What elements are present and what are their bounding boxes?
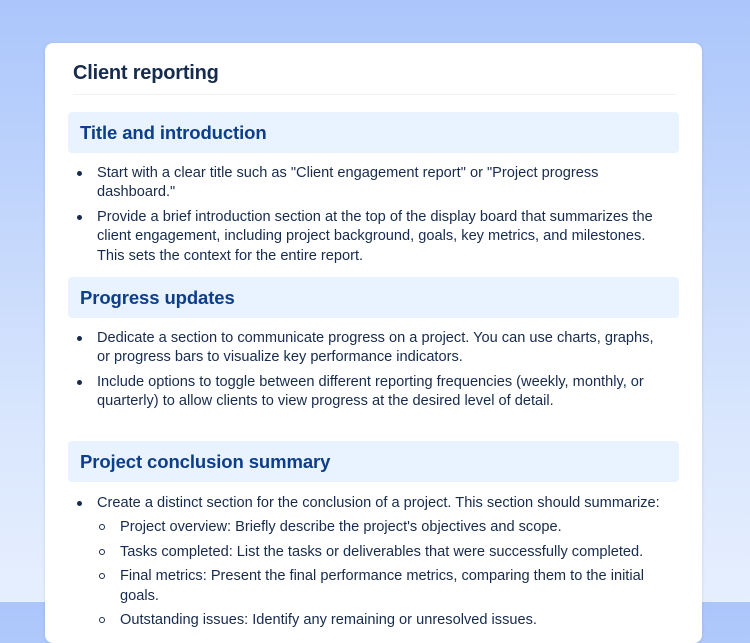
page-title: Client reporting — [73, 62, 219, 84]
list-item — [97, 494, 669, 630]
section-heading: Title and introduction — [80, 121, 267, 143]
bullet-list-project-conclusion-summary — [97, 494, 669, 635]
sub-list-item: Tasks completed: List the tasks or deliverables that were successfully completed. — [97, 543, 669, 562]
list-item: Start with a clear title such as "Client engagement report" or "Project progress dashboard." — [97, 164, 669, 203]
sub-list-item: Final metrics: Present the final performance metrics, comparing them to the initial goals. — [97, 567, 669, 606]
title-divider — [73, 94, 676, 95]
document-card — [45, 43, 702, 643]
list-item: Dedicate a section to communicate progress on a project. You can use charts, graphs, or progress bars to visualize key performance indicators. — [97, 329, 669, 368]
sub-bullet-list — [97, 518, 669, 630]
section-header-progress-updates — [68, 277, 679, 318]
section-heading: Progress updates — [80, 286, 235, 308]
bullet-list-title-and-introduction — [97, 164, 669, 271]
section-header-project-conclusion-summary — [68, 441, 679, 482]
sub-list-item: Outstanding issues: Identify any remaining or unresolved issues. — [97, 611, 669, 630]
list-item-text: Create a distinct section for the conclusion of a project. This section should summarize: — [97, 495, 660, 511]
bullet-list-progress-updates — [97, 329, 669, 417]
section-header-title-and-introduction — [68, 112, 679, 153]
list-item: Provide a brief introduction section at the top of the display board that summarizes the client engagement, including project background, goals, key metrics, and milestones. This sets the context for the entire report. — [97, 208, 669, 266]
section-heading: Project conclusion summary — [80, 450, 331, 472]
list-item: Include options to toggle between different reporting frequencies (weekly, monthly, or quarterly) to allow clients to view progress at the desired level of detail. — [97, 373, 669, 412]
sub-list-item: Project overview: Briefly describe the project's objectives and scope. — [97, 518, 669, 537]
